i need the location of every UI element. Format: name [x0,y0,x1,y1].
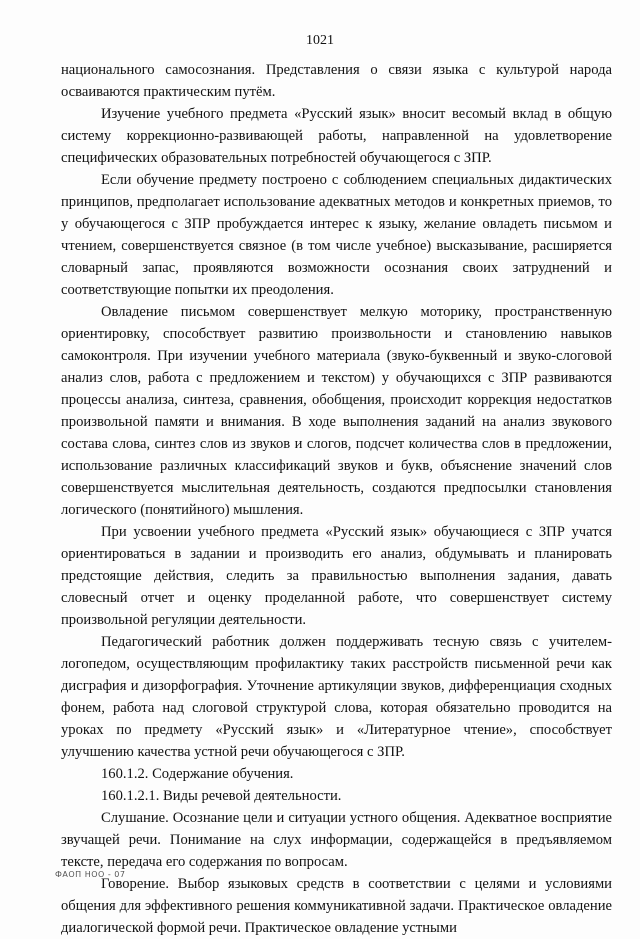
paragraph: Овладение письмом совершенствует мелкую моторику, пространственную ориентировку, способствует развитию произвольности и становлению навыков самоконтроля. При изучении учебного материала (звуко-буквенный и звуко-слоговой анализ слов, работа с предложением и текстом) у обучающихся с ЗПР развиваются процессы анализа, синтеза, сравнения, обобщения, происходит коррекция недостатков произвольной памяти и внимания. В ходе выполнения заданий на анализ звукового состава слова, синтез слов из звуков и слогов, подсчет количества слов в предложении, использование различных классификаций звуков и букв, объяснение значений слов совершенствуется мыслительная деятельность, создаются предпосылки становления логического (понятийного) мышления. [61,304,612,518]
paragraph: национального самосознания. Представления о связи языка с культурой народа осваиваются практическим путём. [61,62,612,100]
subsection-heading: 160.1.2.1. Виды речевой деятельности. [101,788,342,804]
document-body [61,59,612,939]
paragraph: Если обучение предмету построено с соблюдением специальных дидактических принципов, предполагает использование адекватных методов и конкретных приемов, то у обучающегося с ЗПР пробуждается интерес к языку, желание овладеть письмом и чтением, совершенствуется связное (в том числе учебное) высказывание, расширяется словарный запас, проявляются возможности осознания своих затруднений и соответствующие попытки их преодоления. [61,172,612,298]
page-number: 1021 [306,33,334,48]
paragraph: Говорение. Выбор языковых средств в соответствии с целями и условиями общения для эффективного решения коммуникативной задачи. Практическое овладение диалогической формой речи. Практическое овладение устными [61,876,612,936]
paragraph: Изучение учебного предмета «Русский язык» вносит весомый вклад в общую систему коррекционно-развивающей работы, направленной на удовлетворение специфических образовательных потребностей обучающегося с ЗПР. [61,106,612,166]
paragraph: При усвоении учебного предмета «Русский язык» обучающиеся с ЗПР учатся ориентироваться в задании и производить его анализ, обдумывать и планировать предстоящие действия, следить за правильностью выполнения задания, давать словесный отчет и оценку проделанной работе, что совершенствует систему произвольной регуляции деятельности. [61,524,612,628]
paragraph: Педагогический работник должен поддерживать тесную связь с учителем-логопедом, осуществляющим профилактику таких расстройств письменной речи как дисграфия и дизорфография. Уточнение артикуляции звуков, дифференциация сходных фонем, работа над слоговой структурой слова, которая обязательно проводится на уроках по предмету «Русский язык» и «Литературное чтение», способствует улучшению качества устной речи обучающегося с ЗПР. [61,634,612,760]
section-heading: 160.1.2. Содержание обучения. [101,766,294,782]
paragraph: Слушание. Осознание цели и ситуации устного общения. Адекватное восприятие звучащей речи. Понимание на слух информации, содержащейся в предъявляемом тексте, передача его содержания по вопросам. [61,810,612,870]
footer-mark: ФАОП НОО - 07 [55,870,126,879]
